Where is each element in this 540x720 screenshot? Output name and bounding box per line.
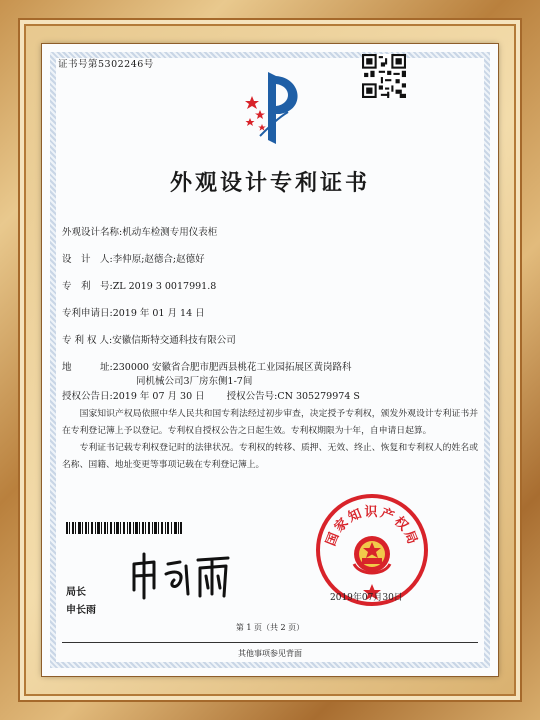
field-value: 机动车检测专用仪表柜	[122, 227, 218, 238]
field-address-line2	[136, 373, 252, 387]
field-designers	[62, 251, 205, 265]
footer-divider	[62, 642, 478, 643]
field-patent-number	[62, 278, 216, 292]
grant-date-label: 授权公告日:	[62, 391, 113, 402]
certificate-title: 外观设计专利证书	[169, 170, 370, 196]
grant-number-value: CN 305279974 S	[277, 391, 360, 402]
certificate-number: 证书号第5302246号	[58, 59, 154, 70]
national-emblem-icon	[354, 536, 390, 573]
patent-office-logo-icon	[240, 66, 310, 150]
field-value: 同机械公司3厂房东侧1-7间	[136, 376, 253, 387]
grant-number-label: 授权公告号:	[226, 391, 278, 402]
certificate-body	[62, 406, 478, 474]
body-paragraph-1: 国家知识产权局依照中华人民共和国专利法经过初步审查，决定授予专利权，颁发外观设计专利证书并在专利登记簿上予以登记。专利权自授权公告之日起生效。专利权期限为十年，自申请日起算。	[62, 409, 478, 436]
signer-block	[66, 584, 96, 620]
field-value: 2019 年 01 月 14 日	[112, 308, 205, 319]
qr-code-icon	[362, 54, 406, 98]
field-label: 地 址:	[62, 362, 113, 373]
field-grant-info	[62, 388, 360, 402]
field-label: 专利申请日:	[62, 308, 113, 319]
field-application-date	[62, 305, 205, 319]
field-value: 230000 安徽省合肥市肥西县桃花工业园拓展区黄岗路科	[112, 362, 352, 373]
signer-title: 局长	[66, 587, 86, 598]
field-value: 李仲原;赵德合;赵德好	[112, 254, 205, 265]
grant-date-value: 2019 年 07 月 30 日	[112, 391, 205, 402]
field-value: ZL 2019 3 0017991.8	[112, 281, 217, 292]
field-value: 安徽信斯特交通科技有限公司	[112, 335, 236, 346]
page-number: 第 1 页（共 2 页）	[235, 623, 305, 632]
field-label: 设 计 人:	[62, 254, 113, 265]
field-address	[62, 359, 352, 373]
field-design-name	[62, 224, 217, 238]
seal-text: 国家知识产权局	[323, 504, 421, 549]
field-patentee	[62, 332, 236, 346]
certificate-paper	[42, 44, 498, 676]
handwritten-signature	[128, 550, 238, 602]
signer-name: 申长雨	[66, 605, 96, 616]
field-label: 专 利 号:	[62, 281, 113, 292]
footnote: 其他事项参见背面	[238, 649, 302, 658]
barcode-icon	[66, 522, 182, 534]
seal-date: 2019年07月30日	[330, 593, 403, 603]
body-paragraph-2: 专利证书记载专利权登记时的法律状况。专利权的转移、质押、无效、终止、恢复和专利权人的姓名或名称、国籍、地址变更等事项记载在专利登记簿上。	[62, 443, 478, 470]
field-label: 专 利 权 人:	[62, 335, 113, 346]
field-label: 外观设计名称:	[62, 227, 123, 238]
